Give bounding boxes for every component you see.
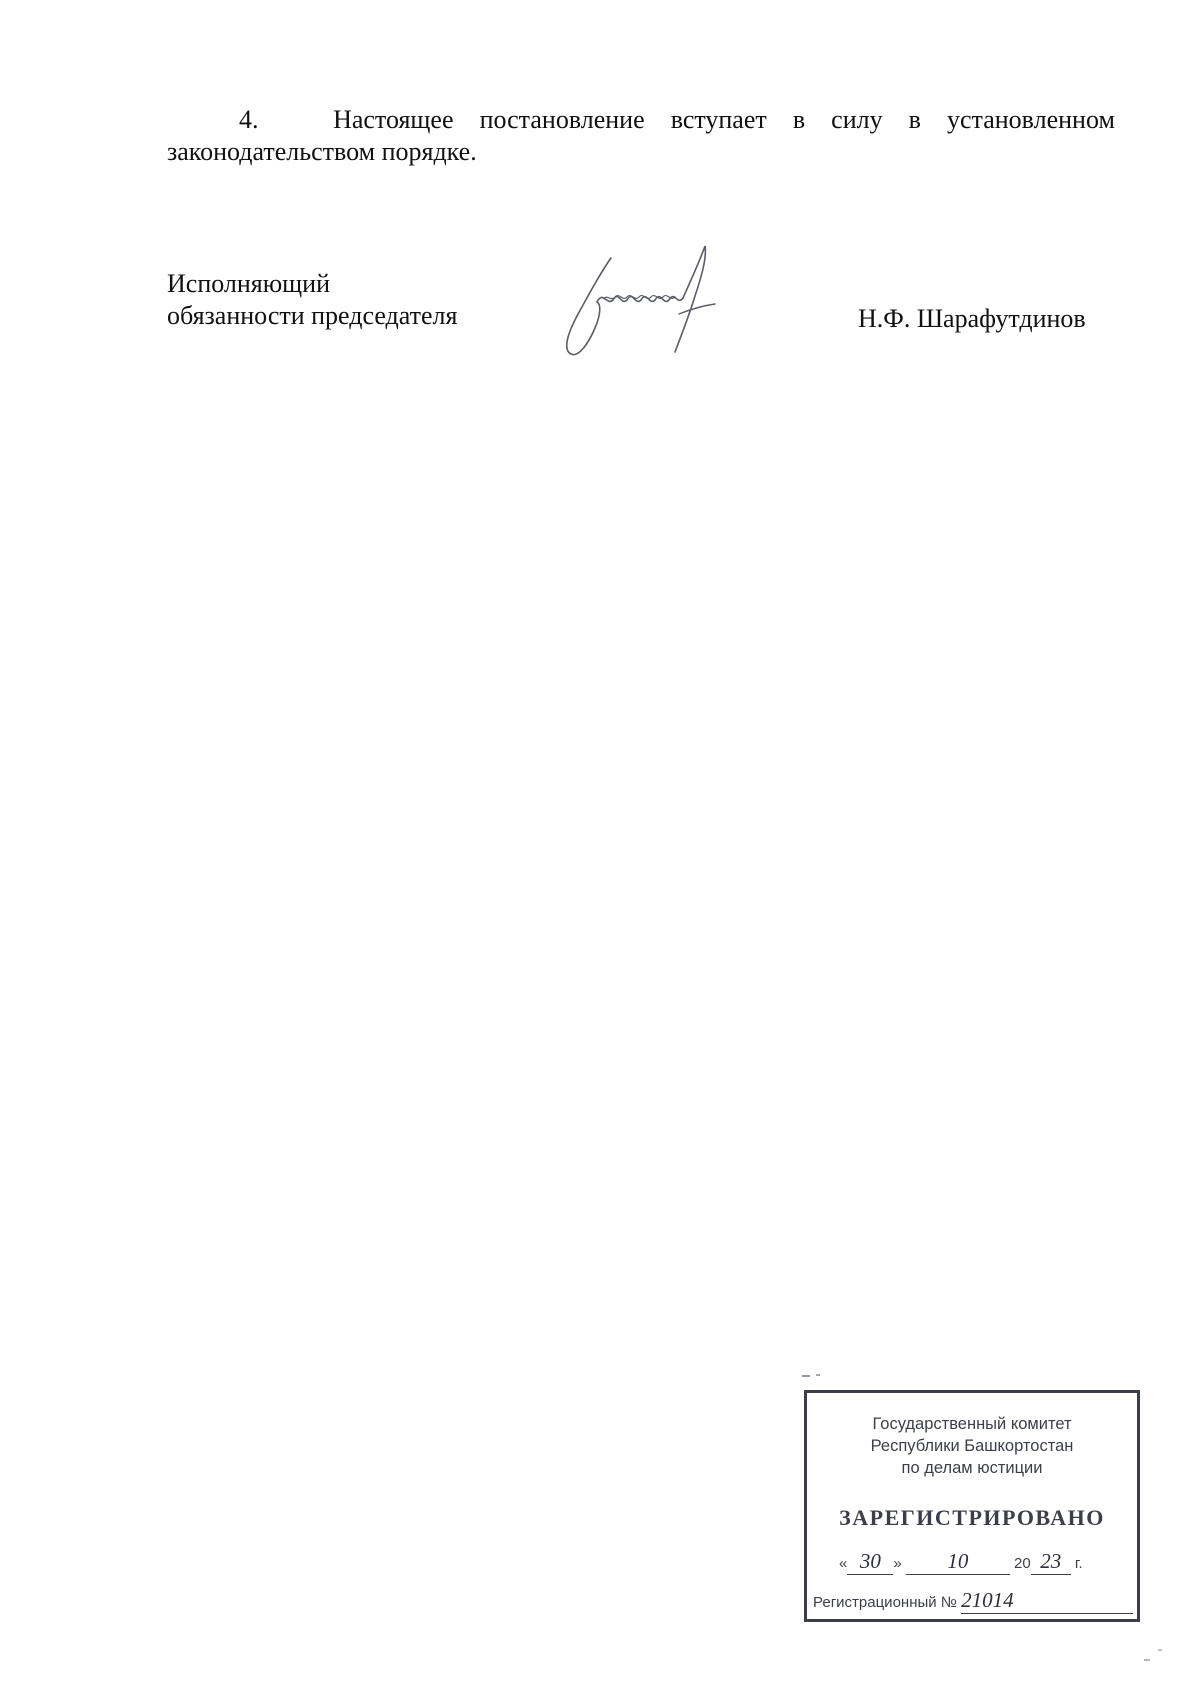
signatory-title-line-1: Исполняющий — [167, 269, 331, 298]
stamp-org-line-1: Государственный комитет — [872, 1415, 1072, 1433]
date-month-field — [906, 1551, 1010, 1575]
reg-number: 21014 — [961, 1588, 1014, 1612]
date-year-unit: г. — [1074, 1555, 1083, 1572]
paragraph-word: Настоящее — [333, 105, 454, 134]
date-year-prefix: 20 — [1014, 1555, 1031, 1572]
date-day-field — [847, 1551, 893, 1575]
reg-number-label: Регистрационный № — [813, 1594, 957, 1611]
signatory-title — [167, 268, 457, 332]
stamp-registration-number — [813, 1590, 1133, 1614]
stamp-organization — [807, 1413, 1137, 1479]
paragraph-number: 4. — [239, 105, 259, 134]
date-month: 10 — [947, 1549, 969, 1573]
paragraph-word: в — [792, 105, 806, 134]
stamp-org-line-2: Республики Башкортостан — [870, 1437, 1074, 1455]
signatory-name: Н.Ф. Шарафутдинов — [858, 304, 1086, 333]
date-year-field — [1031, 1551, 1071, 1575]
signatory-title-line-2: обязанности председателя — [167, 301, 458, 330]
date-year-suffix: 23 — [1040, 1549, 1062, 1573]
date-close-quote: » — [893, 1555, 902, 1572]
paragraph-word: вступает — [670, 105, 767, 134]
paragraph-line-2: законодательством порядке. — [167, 137, 477, 166]
stamp-org-line-3: по делам юстиции — [901, 1459, 1043, 1477]
paragraph-4 — [167, 104, 1115, 168]
reg-number-field — [961, 1590, 1133, 1614]
paragraph-word: в — [908, 105, 921, 134]
paragraph-word: силу — [831, 105, 883, 134]
scan-speck — [1140, 1640, 1170, 1670]
date-day: 30 — [859, 1549, 881, 1573]
date-open-quote: « — [839, 1555, 848, 1572]
paragraph-word: постановление — [479, 105, 645, 134]
scan-speck — [800, 1370, 860, 1382]
paragraph-word: установленном — [947, 105, 1115, 134]
paragraph-line-1 — [167, 104, 1115, 136]
registration-stamp — [804, 1390, 1140, 1622]
handwritten-signature — [555, 240, 725, 360]
stamp-registered-label: ЗАРЕГИСТРИРОВАНО — [839, 1505, 1105, 1530]
stamp-date — [839, 1551, 1083, 1575]
